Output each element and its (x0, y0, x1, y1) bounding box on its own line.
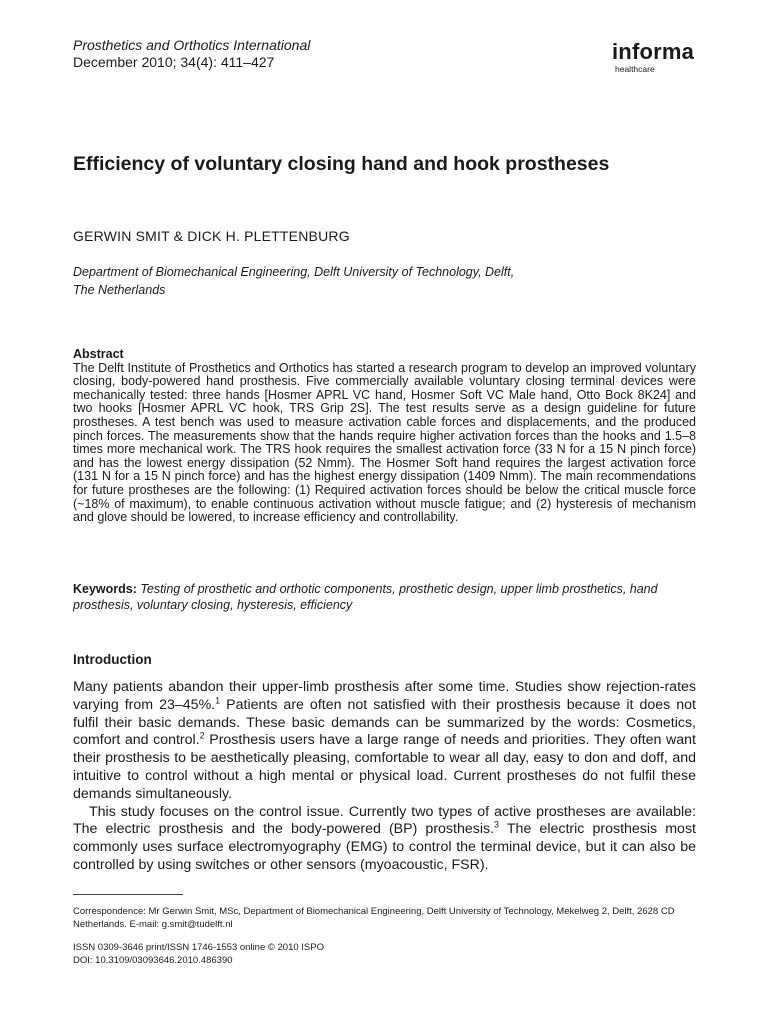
citation-ref: 3 (494, 819, 500, 830)
article-affiliation (73, 263, 633, 299)
intro-paragraph-1 (73, 679, 696, 804)
abstract-heading: Abstract (73, 347, 124, 361)
citation-ref: 2 (199, 730, 205, 741)
journal-name: Prosthetics and Orthotics International (73, 37, 311, 53)
publication-info (73, 941, 324, 967)
abstract-text: The Delft Institute of Prosthetics and Orthotics has started a research program to develop an improved voluntary closing, body-powered hand prosthesis. Five commercially available voluntary closing terminal devices were mechanically tested: three hands [Hosmer APRL VC hand, Hosmer Soft VC Male hand, Otto Bock 8K24] and two hooks [Hosmer APRL VC hook, TRS Grip 2S]. The test results serve as a design guideline for future prostheses. A test bench was used to measure activation cable forces and displacements, and the produced pinch forces. The measurements show that the hands require higher activation forces than the hooks and 1.5–8 times more mechanical work. The TRS hook requires the smallest activation force (33 N for a 15 N pinch force) and has the lowest energy dissipation (52 Nmm). The Hosmer Soft hand requires the largest activation force (131 N for a 15 N pinch force) and has the highest energy dissipation (1409 Nmm). The main recommendations for future prostheses are the following: (1) Required activation forces should be below the critical muscle force (~18% of maximum), to enable continuous activation without muscle fatigue; and (2) hysteresis of mechanism and glove should be lowered, to increase efficiency and controllability. (73, 360, 696, 525)
footnote-divider (73, 894, 183, 895)
intro-p2-text-a: This study focuses on the control issue. Currently two types of active prostheses are available: The electric prosthesis and the body-powered (BP) prosthesis. (73, 803, 696, 838)
issn-line: ISSN 0309-3646 print/ISSN 1746-1553 online © 2010 ISPO (73, 942, 324, 953)
citation-ref: 1 (215, 695, 221, 706)
article-authors: GERWIN SMIT & DICK H. PLETTENBURG (73, 228, 350, 244)
introduction-heading: Introduction (73, 652, 152, 667)
article-title: Efficiency of voluntary closing hand and hook prostheses (73, 153, 610, 175)
affiliation-line-1: Department of Biomechanical Engineering, Delft University of Technology, Delft, (73, 265, 515, 279)
publisher-name: informa (612, 39, 695, 64)
journal-header (73, 37, 310, 71)
doi-line: DOI: 10.3109/03093646.2010.486390 (73, 955, 233, 966)
intro-p2-text-b: The electric prosthesis most commonly uses surface electromyography (EMG) to control the terminal device, but it can also be controlled by using switches or other sensors (myoacoustic, FSR). (73, 821, 696, 873)
intro-p1-text-a: Many patients abandon their upper-limb prosthesis after some time. Studies show rejection-rates varying from 23–45%. (73, 679, 696, 713)
introduction-body (73, 679, 696, 875)
publisher-sub: healthcare (615, 64, 655, 74)
abstract-section (73, 348, 696, 525)
keywords-text: Testing of prosthetic and orthotic components, prosthetic design, upper limb prosthetics, hand prosthesis, voluntary closing, hysteresis, efficiency (73, 582, 658, 612)
publisher-logo (612, 40, 694, 74)
intro-p1-text-b: Patients are often not satisfied with their prosthesis because it does not fulfil their basic demands. These basic demands can be summarized by the words: Cosmetics, comfort and control. (73, 696, 696, 749)
journal-issue: December 2010; 34(4): 411–427 (73, 54, 275, 70)
intro-p1-text-c: Prosthesis users have a large range of needs and priorities. They often want their prosthesis to be aesthetically pleasing, comfortable to wear all day, easy to don and doff, and intuitive to control without a high mental or physical load. Current prostheses do not fulfil these demands simultaneously. (73, 732, 696, 802)
keywords-section (73, 582, 696, 613)
intro-paragraph-2 (73, 804, 696, 875)
keywords-label: Keywords: (73, 582, 137, 596)
affiliation-line-2: The Netherlands (73, 283, 166, 297)
correspondence-note: Correspondence: Mr Gerwin Smit, MSc, Department of Biomechanical Engineering, Delft University of Technology, Mekelweg 2, Delft, 2628 CD Netherlands. E-mail: g.smit@tudelft.nl (73, 906, 675, 930)
